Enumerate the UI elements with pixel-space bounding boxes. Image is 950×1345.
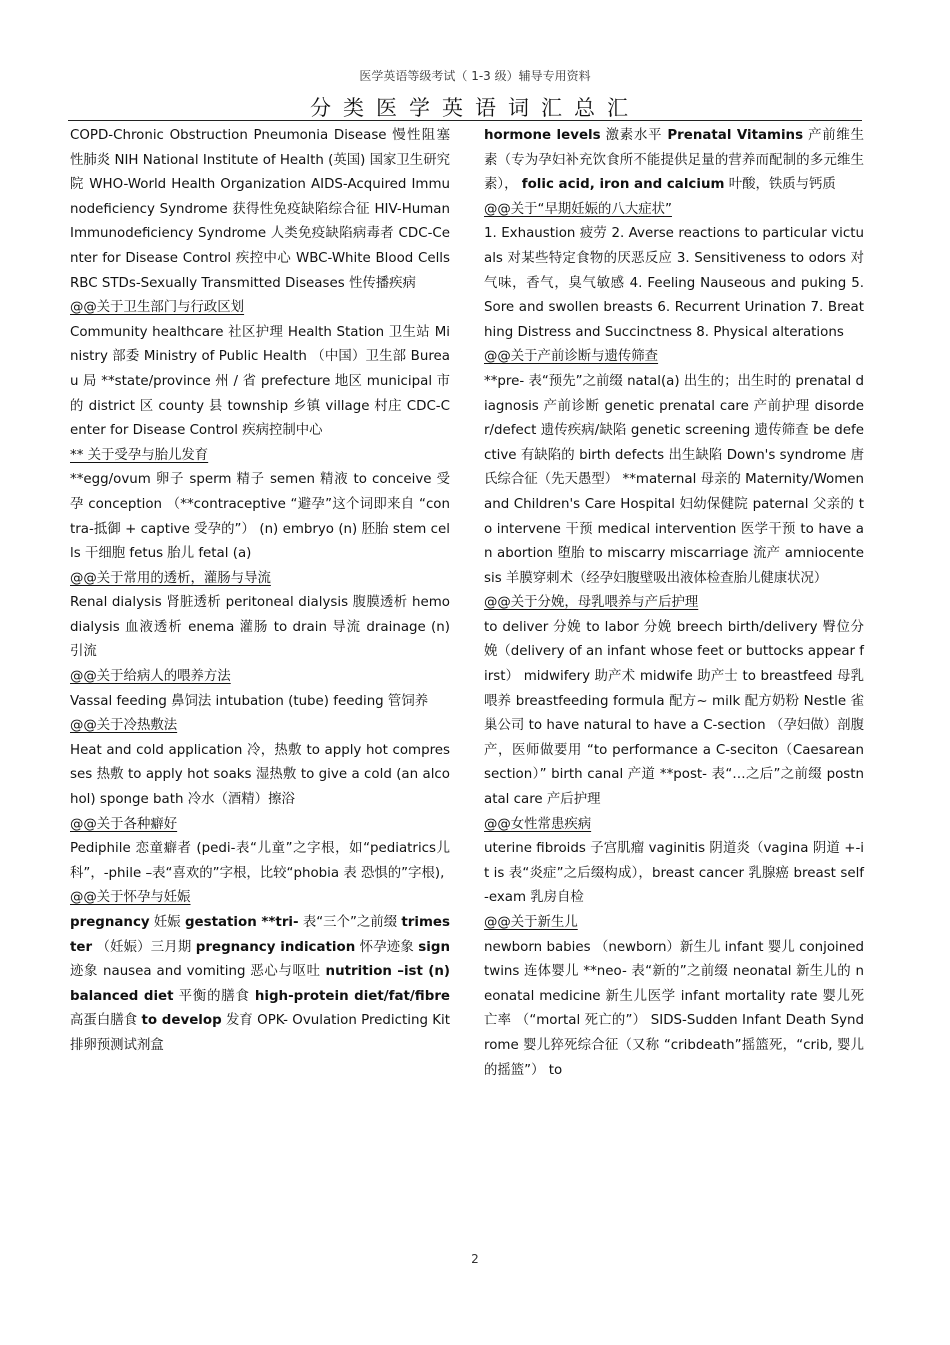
section-body: Heat and cold application 冷，热敷 to apply hot compresses 热敷 to apply hot soaks 湿热敷 to give a cold (an alcohol) sponge bath 冷水（酒精）擦浴 [70, 742, 450, 808]
intro-paragraph [484, 124, 864, 198]
document-title: 分类医学英语词汇总汇 [310, 96, 640, 120]
term: hormone levels [484, 128, 601, 143]
section-body: Renal dialysis 肾脏透析 peritoneal dialysis 腹膜透析 hemodialysis 血液透析 enema 灌肠 to drain 导流 drainage (n) 引流 [70, 595, 450, 660]
term: sign [418, 939, 450, 955]
gloss: 表“三个”之前缀 [302, 915, 398, 930]
left-column [70, 124, 450, 1059]
term: trimester [70, 915, 450, 955]
section-body: Community healthcare 社区护理 Health Station 卫生站 Ministry 部委 Ministry of Public Health （中国）卫生部 Bureau 局 **state/province 州 / 省 prefecture 地区 municipal 市的 district 区 county 县 township 乡镇 village 村庄 CDC-Center for Disease Control 疾病控制中心 [70, 324, 450, 439]
term: nutrition –ist (n) balanced diet [70, 964, 450, 1004]
section-heading: @@关于常用的透析，灌肠与导流 [70, 570, 271, 586]
section-heading: @@关于分娩，母乳喂养与产后护理 [484, 595, 699, 611]
section-heading: @@关于“早期妊娠的八大症状” [484, 201, 672, 217]
section-heading: @@关于各种癖好 [70, 816, 178, 832]
page-number: 2 [471, 1252, 479, 1266]
section-body: **egg/ovum 卵子 sperm 精子 semen 精液 to conceive 受孕 conception （**contraceptive “避孕”这个词即来自 “contra-抵御 + captive 受孕的”） (n) embryo (n) 胚胎 stem cells 干细胞 fetus 胎儿 fetal (a) [70, 472, 450, 562]
term: pregnancy indication [195, 939, 356, 955]
section-body: to deliver 分娩 to labor 分娩 breech birth/delivery 臀位分娩（delivery of an infant whose feet or buttocks appear first） midwifery 助产术 midwife 助产士 to breastfeed 母乳喂养 breastfeeding formula 配方~ milk 配方奶粉 Nestle 雀巢公司 to have natural to have a C-section （孕妇做）剖腹产，医师做要用 “to performance a C-seciton（Caesarean section）” birth canal 产道 **post- 表“…之后”之前缀 postnatal care 产后护理 [484, 619, 864, 808]
section-heading: @@女性常患疾病 [484, 816, 592, 832]
gloss: 妊娠 [153, 915, 181, 930]
title-rule [68, 120, 862, 121]
gloss: 高蛋白膳食 [70, 1013, 138, 1029]
section-body: newborn babies （newborn）新生儿 infant 婴儿 conjoined twins 连体婴儿 **neo- 表“新的”之前缀 neonatal 新生儿的 neonatal medicine 新生儿医学 infant mortality rate 婴儿死亡率 （“mortal 死亡的”） SIDS-Sudden Infant Death Syndrome 婴儿猝死综合征（又称 “cribdeath”摇篮死，“crib, 婴儿的摇篮”） to [484, 939, 864, 1078]
term: gestation **tri- [184, 915, 299, 930]
section-heading: @@关于给病人的喂养方法 [70, 669, 231, 685]
gloss: 叶酸，铁质与钙质 [728, 177, 836, 193]
section-heading: @@关于怀孕与妊娠 [70, 890, 191, 906]
term: folic acid, iron and calcium [521, 177, 725, 193]
gloss: 激素水平 [605, 128, 663, 143]
section-heading: ** 关于受孕与胎儿发育 [70, 447, 209, 463]
section-heading: @@关于冷热敷法 [70, 718, 178, 734]
section-heading: @@关于新生儿 [484, 915, 578, 930]
gloss: 平衡的膳食 [178, 988, 250, 1004]
term: to develop [141, 1013, 222, 1029]
term: pregnancy [70, 915, 150, 930]
gloss: 发育 OPK- Ovulation Predicting Kit 排卵预测试剂盒 [70, 1013, 450, 1053]
term: high-protein diet/fat/fibre [254, 988, 451, 1004]
section-body: uterine fibroids 子宫肌瘤 vaginitis 阴道炎（vagina 阴道 +-it is 表“炎症”之后缀构成），breast cancer 乳腺癌 breast self-exam 乳房自检 [484, 841, 864, 906]
term: Prenatal Vitamins [667, 128, 804, 143]
running-header: 医学英语等级考试（ 1-3 级）辅导专用资料 [359, 69, 591, 83]
intro-paragraph: COPD-Chronic Obstruction Pneumonia Disease 慢性阻塞性肺炎 NIH National Institute of Health (英国) 国家卫生研究院 WHO-World Health Organization AIDS-Acquired Immunodeficiency Syndrome 获得性免疫缺陷综合征 HIV-Human Immunodeficiency Syndrome 人类免疫缺陷病毒者 CDC-Center for Disease Control 疾控中心 WBC-White Blood Cells RBC STDs-Sexually Transmitted Diseases 性传播疾病 [70, 128, 450, 291]
section-body: Vassal feeding 鼻饲法 intubation (tube) feeding 管饲养 [70, 693, 429, 709]
gloss: 怀孕迹象 [359, 939, 414, 955]
section-body: **pre- 表“预先”之前缀 natal(a) 出生的；出生时的 prenatal diagnosis 产前诊断 genetic prenatal care 产前护理 disorder/defect 遗传疾病/缺陷 genetic screening 遗传筛查 be defective 有缺陷的 birth defects 出生缺陷 Down's syndrome 唐氏综合征（先天愚型） **maternal 母亲的 Maternity/Women and Children's Care Hospital 妇幼保健院 paternal 父亲的 to intervene 干预 medical intervention 医学干预 to have an abortion 堕胎 to miscarry miscarriage 流产 amniocentesis 羊膜穿刺术（经孕妇腹壁吸出液体检查胎儿健康状况） [484, 373, 864, 586]
right-column [484, 124, 864, 1083]
section-heading: @@关于产前诊断与遗传筛查 [484, 349, 659, 365]
gloss: 迹象 nausea and vomiting 恶心与呕吐 [70, 964, 321, 980]
section-heading: @@关于卫生部门与行政区划 [70, 300, 245, 316]
gloss: 产前维生素（专为孕妇补充饮食所不能提供足量的营养而配制的多元维生素）， [484, 128, 864, 193]
section-body: 1. Exhaustion 疲劳 2. Averse reactions to particular victuals 对某些特定食物的厌恶反应 3. Sensitiveness to odors 对气味，香气，臭气敏感 4. Feeling Nauseous and puking 5. Sore and swollen breasts 6. Recurrent Urination 7. Breathing Distress and Succinctness 8. Physical alterations [484, 226, 864, 340]
section-body [70, 911, 450, 1059]
gloss: （妊娠）三月期 [96, 939, 192, 955]
section-body: Pediphile 恋童癖者 (pedi-表“儿童”之字根，如“pediatrics儿科”，-phile –表“喜欢的”字根，比较“phobia 表 恐惧的”字根), [70, 841, 450, 881]
